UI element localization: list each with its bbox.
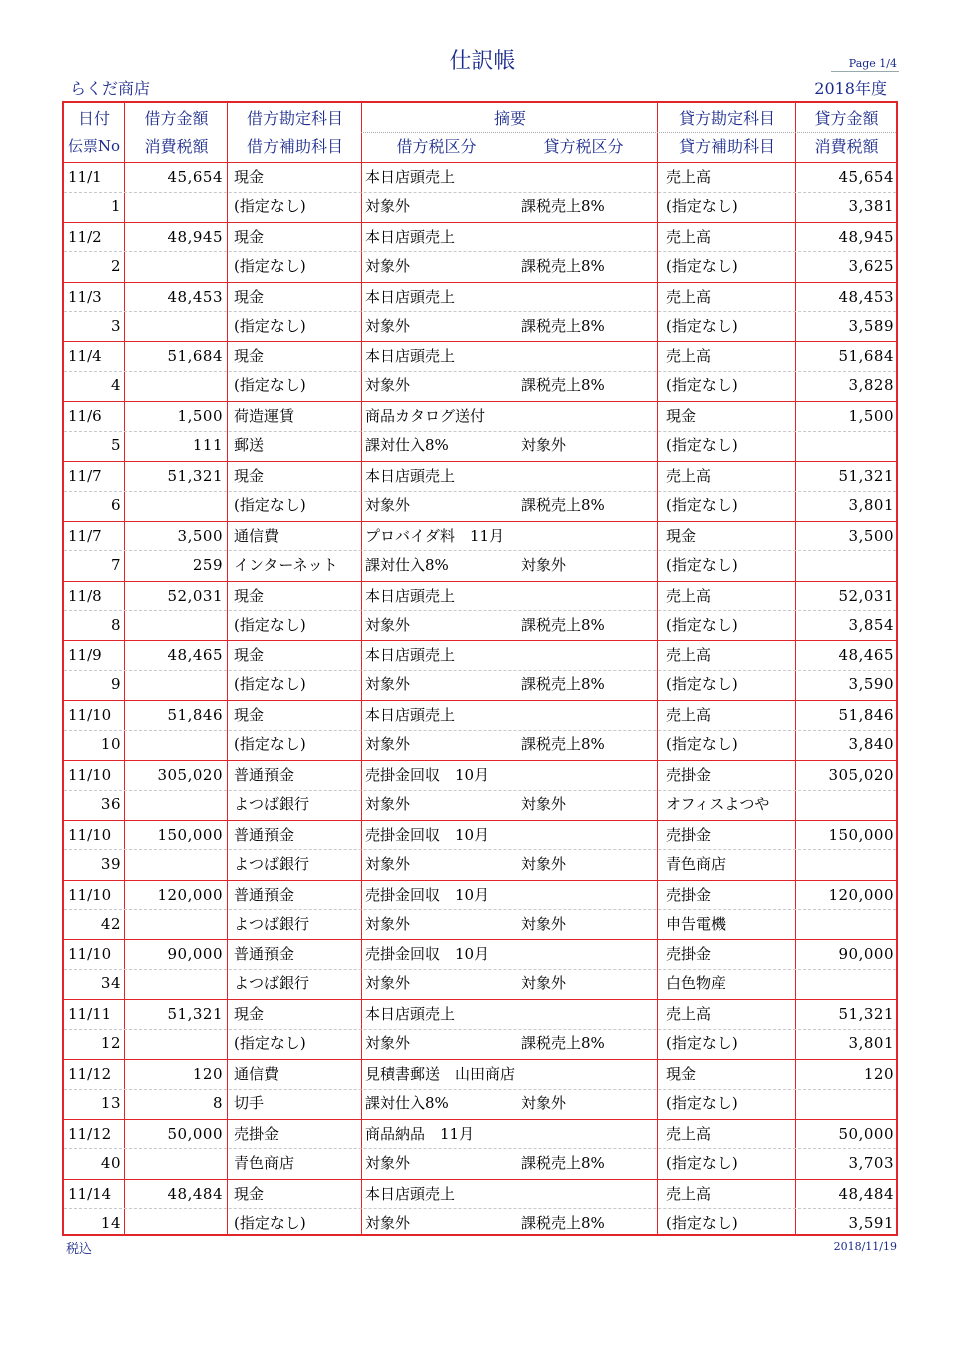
header-divider bbox=[361, 132, 896, 133]
debit-tax bbox=[126, 611, 223, 640]
credit-account: 現金 bbox=[666, 407, 697, 426]
entry-date: 11/2 bbox=[68, 227, 102, 246]
credit-tax bbox=[797, 969, 894, 998]
column-divider bbox=[361, 103, 362, 1234]
header-credit-tax: 消費税額 bbox=[814, 137, 879, 156]
credit-tax: 3,840 bbox=[848, 735, 894, 754]
debit-account: 通信費 bbox=[234, 526, 280, 545]
debit-account: 現金 bbox=[234, 1005, 265, 1024]
entry-date: 11/10 bbox=[68, 766, 112, 784]
credit-account: 現金 bbox=[666, 526, 697, 545]
debit-amount: 48,465 bbox=[167, 646, 223, 665]
entry-description: 見積書郵送 山田商店 bbox=[365, 1065, 516, 1083]
entry-date: 11/7 bbox=[68, 526, 102, 545]
entry-description: 本日店頭売上 bbox=[365, 287, 456, 306]
voucher-no: 39 bbox=[100, 854, 121, 873]
credit-sub-account: (指定なし) bbox=[666, 1094, 738, 1112]
debit-sub-account: (指定なし) bbox=[234, 496, 306, 514]
credit-account: 現金 bbox=[666, 1065, 697, 1083]
debit-tax bbox=[126, 790, 223, 819]
credit-account: 売上高 bbox=[666, 706, 712, 725]
credit-sub-account: 青色商店 bbox=[666, 854, 727, 873]
entry-date: 11/3 bbox=[68, 287, 102, 306]
debit-account: 現金 bbox=[234, 586, 265, 605]
credit-amount: 51,684 bbox=[838, 347, 894, 366]
debit-sub-account: 青色商店 bbox=[234, 1153, 295, 1172]
entry-description: 本日店頭売上 bbox=[365, 706, 456, 725]
debit-tax-class: 対象外 bbox=[365, 1153, 411, 1172]
shop-name: らくだ商店 bbox=[70, 79, 151, 98]
entry-description: 本日店頭売上 bbox=[365, 646, 456, 665]
debit-tax-class: 対象外 bbox=[365, 1034, 411, 1053]
voucher-no: 14 bbox=[100, 1213, 121, 1232]
debit-sub-account: (指定なし) bbox=[234, 615, 306, 634]
credit-account: 売上高 bbox=[666, 1184, 712, 1203]
entry-description: 本日店頭売上 bbox=[365, 586, 456, 605]
row-divider bbox=[64, 909, 896, 910]
debit-account: 現金 bbox=[234, 467, 265, 485]
credit-sub-account: 白色物産 bbox=[666, 974, 727, 993]
credit-sub-account: (指定なし) bbox=[666, 735, 738, 754]
entry-date: 11/10 bbox=[68, 945, 112, 964]
voucher-no: 9 bbox=[110, 675, 121, 694]
credit-account: 売掛金 bbox=[666, 825, 712, 844]
credit-account: 売上高 bbox=[666, 287, 712, 306]
credit-tax-class: 対象外 bbox=[521, 914, 567, 933]
credit-account: 売上高 bbox=[666, 347, 712, 366]
credit-sub-account: オフィスよつや bbox=[666, 795, 770, 813]
credit-tax: 3,625 bbox=[848, 256, 894, 275]
fiscal-year: 2018年度 bbox=[814, 79, 887, 98]
credit-sub-account: (指定なし) bbox=[666, 615, 738, 634]
debit-sub-account: 郵送 bbox=[234, 436, 265, 455]
credit-amount: 48,945 bbox=[838, 227, 894, 246]
journal-table bbox=[62, 101, 898, 1236]
debit-tax-class: 対象外 bbox=[365, 735, 411, 754]
debit-tax bbox=[126, 1149, 223, 1178]
debit-sub-account: 切手 bbox=[234, 1094, 265, 1112]
column-divider bbox=[124, 103, 125, 1234]
header-debit-account: 借方勘定科目 bbox=[246, 109, 343, 128]
row-divider bbox=[64, 491, 896, 492]
debit-tax bbox=[126, 910, 223, 939]
debit-amount: 305,020 bbox=[157, 766, 223, 784]
credit-tax-class: 対象外 bbox=[521, 795, 567, 813]
credit-tax-class: 対象外 bbox=[521, 436, 567, 455]
entry-date: 11/4 bbox=[68, 347, 102, 366]
header-description: 摘要 bbox=[493, 109, 526, 128]
debit-account: 現金 bbox=[234, 168, 265, 186]
voucher-no: 12 bbox=[100, 1034, 121, 1053]
print-date: 2018/11/19 bbox=[833, 1240, 897, 1253]
entry-description: 本日店頭売上 bbox=[365, 1005, 456, 1024]
credit-amount: 48,465 bbox=[838, 646, 894, 665]
debit-tax-class: 対象外 bbox=[365, 1213, 411, 1232]
debit-amount: 1,500 bbox=[177, 407, 223, 426]
debit-account: 荷造運賃 bbox=[234, 407, 295, 426]
voucher-no: 10 bbox=[100, 735, 121, 754]
debit-sub-account: (指定なし) bbox=[234, 316, 306, 335]
header-credit-account: 貸方勘定科目 bbox=[678, 109, 775, 128]
column-divider bbox=[227, 103, 228, 1234]
credit-sub-account: (指定なし) bbox=[666, 436, 738, 455]
debit-tax-class: 対象外 bbox=[365, 197, 411, 215]
debit-account: 現金 bbox=[234, 646, 265, 665]
debit-sub-account: (指定なし) bbox=[234, 675, 306, 694]
credit-tax-class: 課税売上8% bbox=[521, 615, 605, 634]
debit-account: 現金 bbox=[234, 1184, 265, 1203]
credit-sub-account: (指定なし) bbox=[666, 316, 738, 335]
debit-account: 通信費 bbox=[234, 1065, 280, 1083]
credit-amount: 51,321 bbox=[838, 1005, 894, 1024]
row-divider bbox=[64, 311, 896, 312]
voucher-no: 5 bbox=[110, 436, 121, 455]
credit-sub-account: (指定なし) bbox=[666, 197, 738, 215]
debit-account: 普通預金 bbox=[234, 945, 295, 964]
debit-sub-account: よつば銀行 bbox=[234, 914, 310, 933]
entry-description: 売掛金回収 10月 bbox=[365, 945, 490, 964]
voucher-no: 7 bbox=[110, 555, 121, 574]
debit-sub-account: (指定なし) bbox=[234, 256, 306, 275]
credit-tax: 3,589 bbox=[848, 316, 894, 335]
debit-tax-class: 対象外 bbox=[365, 914, 411, 933]
voucher-no: 4 bbox=[110, 376, 121, 395]
debit-amount: 45,654 bbox=[167, 168, 223, 186]
credit-tax bbox=[797, 551, 894, 580]
debit-tax-class: 対象外 bbox=[365, 615, 411, 634]
entry-description: 本日店頭売上 bbox=[365, 347, 456, 366]
credit-tax-class: 課税売上8% bbox=[521, 316, 605, 335]
credit-amount: 150,000 bbox=[828, 825, 894, 844]
credit-account: 売上高 bbox=[666, 586, 712, 605]
credit-tax-class: 対象外 bbox=[521, 854, 567, 873]
credit-tax bbox=[797, 431, 894, 460]
row-divider bbox=[64, 192, 896, 193]
debit-amount: 120,000 bbox=[157, 885, 223, 904]
debit-amount: 51,846 bbox=[167, 706, 223, 725]
credit-tax: 3,801 bbox=[848, 1034, 894, 1053]
debit-sub-account: よつば銀行 bbox=[234, 854, 310, 873]
voucher-no: 1 bbox=[110, 197, 121, 215]
voucher-no: 13 bbox=[100, 1094, 121, 1112]
row-divider bbox=[64, 730, 896, 731]
debit-tax-class: 対象外 bbox=[365, 675, 411, 694]
debit-tax-class: 対象外 bbox=[365, 854, 411, 873]
entry-date: 11/6 bbox=[68, 407, 102, 426]
credit-tax-class: 課税売上8% bbox=[521, 1034, 605, 1053]
credit-amount: 48,453 bbox=[838, 287, 894, 306]
credit-tax-class: 対象外 bbox=[521, 974, 567, 993]
row-divider bbox=[64, 431, 896, 432]
debit-tax bbox=[126, 850, 223, 879]
credit-tax-class: 課税売上8% bbox=[521, 376, 605, 395]
row-divider bbox=[64, 1148, 896, 1149]
credit-sub-account: (指定なし) bbox=[666, 1034, 738, 1053]
debit-sub-account: よつば銀行 bbox=[234, 795, 310, 813]
credit-sub-account: (指定なし) bbox=[666, 555, 738, 574]
credit-tax-class: 対象外 bbox=[521, 1094, 567, 1112]
debit-tax: 111 bbox=[192, 436, 223, 455]
credit-amount: 120,000 bbox=[828, 885, 894, 904]
entry-date: 11/14 bbox=[68, 1184, 112, 1203]
debit-account: 現金 bbox=[234, 347, 265, 366]
credit-account: 売上高 bbox=[666, 227, 712, 246]
debit-amount: 150,000 bbox=[157, 825, 223, 844]
debit-account: 普通預金 bbox=[234, 885, 295, 904]
entry-date: 11/1 bbox=[68, 168, 102, 186]
debit-tax-class: 対象外 bbox=[365, 974, 411, 993]
entry-date: 11/12 bbox=[68, 1065, 112, 1083]
row-divider bbox=[64, 371, 896, 372]
credit-tax-class: 課税売上8% bbox=[521, 1153, 605, 1172]
entry-date: 11/8 bbox=[68, 586, 102, 605]
credit-tax-class: 課税売上8% bbox=[521, 197, 605, 215]
credit-amount: 120 bbox=[863, 1065, 894, 1083]
debit-account: 売掛金 bbox=[234, 1124, 280, 1143]
debit-amount: 51,684 bbox=[167, 347, 223, 366]
credit-tax: 3,854 bbox=[848, 615, 894, 634]
row-divider bbox=[64, 550, 896, 551]
header-voucher-no: 伝票No bbox=[67, 137, 121, 155]
credit-tax-class: 課税売上8% bbox=[521, 735, 605, 754]
credit-amount: 50,000 bbox=[838, 1124, 894, 1143]
credit-tax: 3,828 bbox=[848, 376, 894, 395]
entry-date: 11/7 bbox=[68, 467, 102, 485]
credit-tax-class: 課税売上8% bbox=[521, 256, 605, 275]
credit-account: 売掛金 bbox=[666, 766, 712, 784]
entry-description: プロバイダ料 11月 bbox=[365, 526, 505, 545]
entry-date: 11/12 bbox=[68, 1124, 112, 1143]
header-credit-amount: 貸方金額 bbox=[814, 109, 879, 128]
column-divider bbox=[657, 103, 658, 1234]
debit-amount: 3,500 bbox=[177, 526, 223, 545]
credit-tax: 3,703 bbox=[848, 1153, 894, 1172]
credit-amount: 305,020 bbox=[828, 766, 894, 784]
tax-included-note: 税込 bbox=[66, 1242, 93, 1257]
credit-sub-account: 申告電機 bbox=[666, 914, 727, 933]
debit-tax bbox=[126, 371, 223, 400]
entry-description: 本日店頭売上 bbox=[365, 467, 456, 485]
debit-sub-account: (指定なし) bbox=[234, 376, 306, 395]
debit-amount: 52,031 bbox=[167, 586, 223, 605]
entry-date: 11/9 bbox=[68, 646, 102, 665]
debit-amount: 50,000 bbox=[167, 1124, 223, 1143]
debit-tax-class: 対象外 bbox=[365, 795, 411, 813]
header-debit-amount: 借方金額 bbox=[144, 109, 209, 128]
header-debit-sub: 借方補助科目 bbox=[246, 137, 343, 156]
entry-date: 11/10 bbox=[68, 825, 112, 844]
debit-sub-account: (指定なし) bbox=[234, 735, 306, 754]
credit-sub-account: (指定なし) bbox=[666, 376, 738, 395]
entry-description: 本日店頭売上 bbox=[365, 227, 456, 246]
voucher-no: 40 bbox=[100, 1153, 121, 1172]
entry-description: 本日店頭売上 bbox=[365, 168, 456, 186]
credit-sub-account: (指定なし) bbox=[666, 1153, 738, 1172]
credit-amount: 1,500 bbox=[848, 407, 894, 426]
credit-account: 売掛金 bbox=[666, 945, 712, 964]
debit-account: 現金 bbox=[234, 287, 265, 306]
entry-description: 商品カタログ送付 bbox=[365, 407, 486, 426]
credit-account: 売掛金 bbox=[666, 885, 712, 904]
debit-amount: 48,945 bbox=[167, 227, 223, 246]
row-divider bbox=[64, 1029, 896, 1030]
credit-tax: 3,590 bbox=[848, 675, 894, 694]
entry-date: 11/11 bbox=[68, 1005, 112, 1024]
credit-tax-class: 課税売上8% bbox=[521, 675, 605, 694]
credit-account: 売上高 bbox=[666, 467, 712, 485]
header-debit-tax: 消費税額 bbox=[144, 137, 209, 156]
debit-account: 現金 bbox=[234, 227, 265, 246]
row-divider bbox=[64, 610, 896, 611]
voucher-no: 8 bbox=[110, 615, 121, 634]
credit-sub-account: (指定なし) bbox=[666, 1213, 738, 1232]
debit-tax-class: 課対仕入8% bbox=[365, 436, 449, 455]
debit-tax-class: 対象外 bbox=[365, 376, 411, 395]
credit-sub-account: (指定なし) bbox=[666, 496, 738, 514]
debit-tax-class: 対象外 bbox=[365, 316, 411, 335]
debit-tax: 259 bbox=[192, 555, 223, 574]
debit-tax bbox=[126, 670, 223, 699]
debit-tax-class: 対象外 bbox=[365, 256, 411, 275]
page-number: Page 1/4 bbox=[831, 57, 899, 72]
header-date: 日付 bbox=[77, 109, 110, 128]
voucher-no: 42 bbox=[100, 914, 121, 933]
debit-tax bbox=[126, 730, 223, 759]
debit-tax bbox=[126, 312, 223, 341]
debit-tax bbox=[126, 1029, 223, 1058]
entry-description: 売掛金回収 10月 bbox=[365, 766, 490, 784]
credit-tax bbox=[797, 910, 894, 939]
credit-tax-class: 課税売上8% bbox=[521, 496, 605, 514]
credit-tax bbox=[797, 1089, 894, 1118]
credit-amount: 3,500 bbox=[848, 526, 894, 545]
row-divider bbox=[64, 670, 896, 671]
debit-sub-account: よつば銀行 bbox=[234, 974, 310, 993]
voucher-no: 34 bbox=[100, 974, 121, 993]
credit-tax: 3,801 bbox=[848, 496, 894, 514]
debit-tax bbox=[126, 491, 223, 520]
credit-tax bbox=[797, 790, 894, 819]
credit-account: 売上高 bbox=[666, 646, 712, 665]
debit-account: 普通預金 bbox=[234, 825, 295, 844]
page-title: 仕訳帳 bbox=[449, 49, 516, 74]
debit-sub-account: インターネット bbox=[234, 555, 338, 574]
credit-amount: 48,484 bbox=[838, 1184, 894, 1203]
debit-sub-account: (指定なし) bbox=[234, 1213, 306, 1232]
credit-amount: 51,846 bbox=[838, 706, 894, 725]
header-debit-tax-class: 借方税区分 bbox=[396, 137, 477, 156]
credit-sub-account: (指定なし) bbox=[666, 675, 738, 694]
credit-tax: 3,591 bbox=[848, 1213, 894, 1232]
debit-sub-account: (指定なし) bbox=[234, 1034, 306, 1053]
credit-tax: 3,381 bbox=[848, 197, 894, 215]
credit-tax-class: 課税売上8% bbox=[521, 1213, 605, 1232]
debit-amount: 51,321 bbox=[167, 1005, 223, 1024]
debit-amount: 51,321 bbox=[167, 467, 223, 485]
debit-amount: 90,000 bbox=[167, 945, 223, 964]
voucher-no: 6 bbox=[110, 496, 121, 514]
debit-account: 普通預金 bbox=[234, 766, 295, 784]
entry-description: 売掛金回収 10月 bbox=[365, 885, 490, 904]
entry-description: 売掛金回収 10月 bbox=[365, 825, 490, 844]
voucher-no: 3 bbox=[110, 316, 121, 335]
credit-account: 売上高 bbox=[666, 1005, 712, 1024]
credit-account: 売上高 bbox=[666, 1124, 712, 1143]
credit-tax bbox=[797, 850, 894, 879]
credit-tax-class: 対象外 bbox=[521, 555, 567, 574]
row-divider bbox=[64, 251, 896, 252]
debit-amount: 48,484 bbox=[167, 1184, 223, 1203]
credit-amount: 45,654 bbox=[838, 168, 894, 186]
header-credit-tax-class: 貸方税区分 bbox=[543, 137, 624, 156]
credit-amount: 51,321 bbox=[838, 467, 894, 485]
credit-amount: 52,031 bbox=[838, 586, 894, 605]
debit-sub-account: (指定なし) bbox=[234, 197, 306, 215]
credit-amount: 90,000 bbox=[838, 945, 894, 964]
entry-date: 11/10 bbox=[68, 706, 112, 725]
row-divider bbox=[64, 790, 896, 791]
entry-description: 本日店頭売上 bbox=[365, 1184, 456, 1203]
debit-tax-class: 課対仕入8% bbox=[365, 1094, 449, 1112]
debit-tax bbox=[126, 1209, 223, 1238]
entry-date: 11/10 bbox=[68, 885, 112, 904]
debit-tax-class: 課対仕入8% bbox=[365, 555, 449, 574]
debit-amount: 120 bbox=[192, 1065, 223, 1083]
debit-amount: 48,453 bbox=[167, 287, 223, 306]
voucher-no: 36 bbox=[100, 795, 121, 813]
debit-tax bbox=[126, 192, 223, 221]
debit-tax bbox=[126, 252, 223, 281]
column-divider bbox=[795, 103, 796, 1234]
row-divider bbox=[64, 1208, 896, 1209]
row-divider bbox=[64, 1089, 896, 1090]
header-credit-sub: 貸方補助科目 bbox=[678, 137, 775, 156]
credit-account: 売上高 bbox=[666, 168, 712, 186]
credit-sub-account: (指定なし) bbox=[666, 256, 738, 275]
debit-tax: 8 bbox=[212, 1094, 223, 1112]
row-divider bbox=[64, 969, 896, 970]
debit-tax bbox=[126, 969, 223, 998]
row-divider bbox=[64, 849, 896, 850]
voucher-no: 2 bbox=[110, 256, 121, 275]
entry-description: 商品納品 11月 bbox=[365, 1124, 475, 1143]
debit-account: 現金 bbox=[234, 706, 265, 725]
debit-tax-class: 対象外 bbox=[365, 496, 411, 514]
